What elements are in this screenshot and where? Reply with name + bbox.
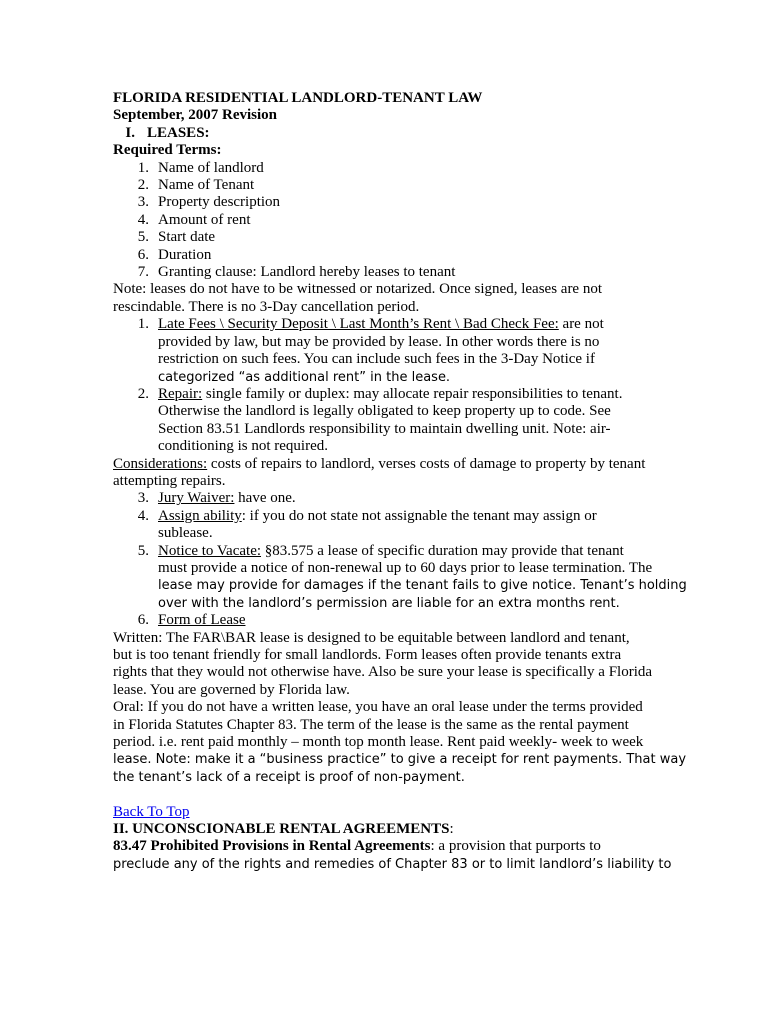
paragraph-text: lease may provide for damages if the tenant fails to give notice. Tenant’s holding	[158, 578, 687, 594]
jury-waiver-label: Jury Waiver:	[158, 490, 235, 507]
back-to-top-link[interactable]: Back To Top	[113, 803, 190, 820]
note-line: rescindable. There is no 3-Day cancellation period.	[113, 298, 420, 315]
paragraph-text: attempting repairs.	[113, 472, 226, 489]
statute-label: 83.47 Prohibited Provisions in Rental Agreements	[113, 838, 431, 855]
list-item	[113, 177, 653, 194]
form-of-lease-label: Form of Lease	[158, 612, 246, 629]
considerations-paragraph	[113, 456, 653, 473]
section-title: LEASES:	[147, 124, 210, 141]
document-title: FLORIDA RESIDENTIAL LANDLORD-TENANT LAW	[113, 90, 483, 106]
paragraph-text: over with the landlord’s permission are liable for an extra months rent.	[158, 595, 620, 611]
document-page	[113, 90, 687, 873]
section-title: II. UNCONSCIONABLE RENTAL AGREEMENTS	[113, 821, 450, 838]
paragraph-text: restriction on such fees. You can include such fees in the 3-Day Notice if	[158, 351, 595, 368]
list-item-jury-waiver	[113, 490, 653, 507]
required-terms-list	[113, 160, 653, 282]
lease-provisions-list-a	[113, 316, 653, 455]
paragraph-text: : if you do not state not assignable the tenant may assign or	[241, 507, 597, 524]
paragraph-text: Oral: If you do not have a written lease, you have an oral lease under the terms provided	[113, 699, 643, 716]
list-number: 2.	[137, 177, 149, 194]
list-number: 3.	[137, 194, 149, 211]
considerations-label: Considerations:	[113, 455, 208, 472]
paragraph-text: preclude any of the rights and remedies of Chapter 83 or to limit landlord’s liability to	[113, 856, 672, 872]
paragraph-text: have one.	[234, 490, 296, 507]
list-number: 4.	[137, 211, 149, 228]
list-item-notice-to-vacate	[113, 542, 687, 613]
list-number: 7.	[137, 264, 149, 281]
list-text: Name of landlord	[158, 159, 264, 176]
list-item	[113, 264, 653, 281]
assignability-label: Assign ability	[158, 507, 242, 524]
section-numeral: I.	[125, 124, 135, 141]
paragraph-text: : a provision that purports to	[430, 838, 601, 855]
paragraph-text: Otherwise the landlord is legally obligated to keep property up to code. See	[158, 403, 611, 420]
list-number: 1.	[137, 316, 149, 333]
lease-provisions-list-b	[113, 490, 687, 629]
list-item-form-of-lease	[113, 612, 653, 629]
list-item-assignability	[113, 508, 653, 543]
paragraph-text: Section 83.51 Landlords responsibility to maintain dwelling unit. Note: air-	[158, 420, 611, 437]
list-number: 2.	[137, 385, 149, 402]
list-number: 4.	[137, 507, 149, 524]
paragraph-text: single family or duplex: may allocate repair responsibilities to tenant.	[202, 385, 623, 402]
list-number: 5.	[137, 229, 149, 246]
heading-colon: :	[449, 821, 454, 838]
paragraph-text: in Florida Statutes Chapter 83. The term of the lease is the same as the rental payment	[113, 716, 629, 733]
list-text: Name of Tenant	[158, 177, 255, 194]
revision-date: September, 2007 Revision	[113, 107, 278, 124]
paragraph-text: provided by law, but may be provided by lease. In other words there is no	[158, 333, 600, 350]
oral-paragraph	[113, 699, 687, 786]
section-heading-unconscionable	[113, 821, 653, 838]
list-number: 6.	[137, 246, 149, 263]
note-line: Note: leases do not have to be witnessed or notarized. Once signed, leases are not	[113, 281, 603, 298]
list-item	[113, 247, 653, 264]
paragraph-text: conditioning is not required.	[158, 438, 328, 455]
paragraph-text: costs of repairs to landlord, verses costs of damage to property by tenant	[207, 455, 646, 472]
paragraph-text: period. i.e. rent paid monthly – month top month lease. Rent paid weekly- week to week	[113, 734, 644, 751]
paragraph-text: §83.575 a lease of specific duration may provide that tenant	[261, 542, 624, 559]
list-number: 5.	[137, 542, 149, 559]
section-heading-leases	[113, 125, 653, 142]
list-text: Granting clause: Landlord hereby leases to tenant	[158, 264, 456, 281]
blank-line	[113, 786, 653, 803]
notice-to-vacate-label: Notice to Vacate:	[158, 542, 262, 559]
list-number: 6.	[137, 612, 149, 629]
prohibited-provisions-paragraph	[113, 838, 653, 855]
paragraph-text: must provide a notice of non-renewal up to 60 days prior to lease termination. The	[158, 559, 653, 576]
list-item-repair	[113, 386, 653, 456]
paragraph-text: Written: The FAR\BAR lease is designed to be equitable between landlord and tenant,	[113, 629, 630, 646]
list-text: Amount of rent	[158, 211, 251, 228]
repair-label: Repair:	[158, 385, 203, 402]
list-number: 3.	[137, 490, 149, 507]
list-text: Duration	[158, 246, 212, 263]
paragraph-text: the tenant’s lack of a receipt is proof of non-payment.	[113, 769, 465, 785]
list-item	[113, 212, 653, 229]
list-item-fees	[113, 316, 653, 386]
list-text: Start date	[158, 229, 216, 246]
paragraph-text: categorized “as additional rent” in the lease.	[158, 369, 451, 385]
paragraph-text: rights that they would not otherwise have. Also be sure your lease is specifically a Florida	[113, 664, 653, 681]
paragraph-text: sublease.	[158, 525, 213, 542]
list-text: Property description	[158, 194, 281, 211]
paragraph-text: lease. You are governed by Florida law.	[113, 681, 350, 698]
fees-label: Late Fees \ Security Deposit \ Last Month’s Rent \ Bad Check Fee:	[158, 316, 559, 333]
list-item	[113, 160, 653, 177]
paragraph-text: lease. Note: make it a “business practice” to give a receipt for rent payments. That way	[113, 752, 687, 768]
list-item	[113, 194, 653, 211]
paragraph-text: are not	[558, 316, 604, 333]
list-number: 1.	[137, 159, 149, 176]
written-paragraph	[113, 630, 653, 700]
required-terms-label: Required Terms:	[113, 142, 222, 159]
paragraph-text: but is too tenant friendly for small landlords. Form leases often provide tenants extra	[113, 647, 622, 663]
list-item	[113, 229, 653, 246]
